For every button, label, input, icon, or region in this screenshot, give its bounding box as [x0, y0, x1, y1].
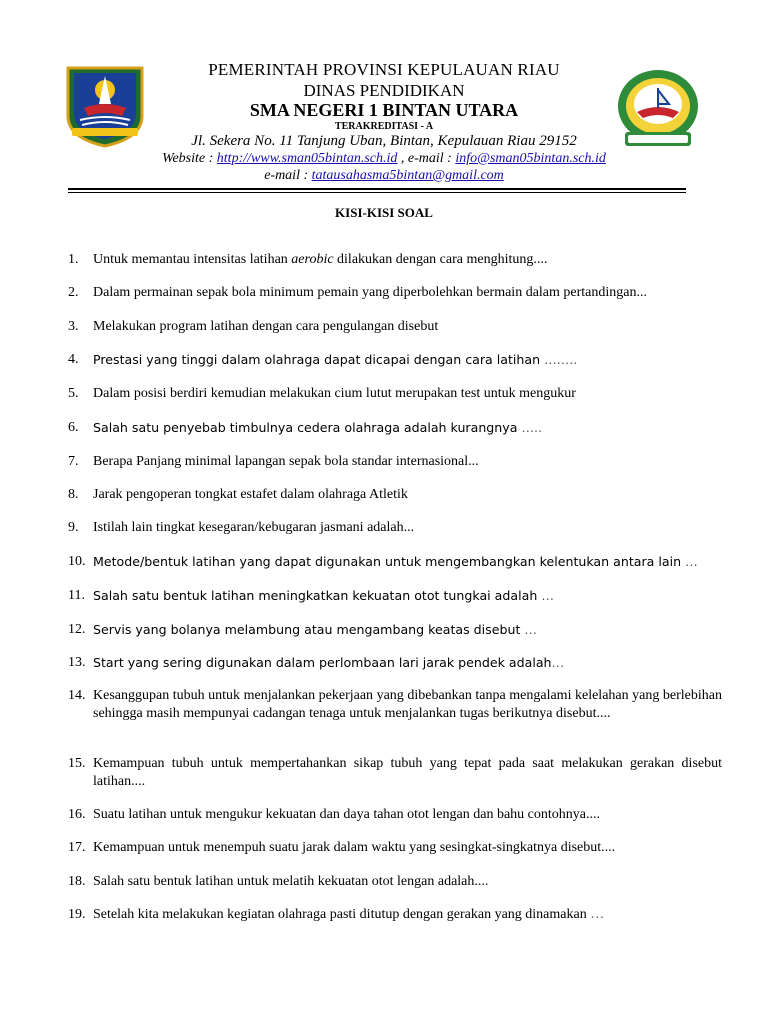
question-number: 13. [68, 655, 86, 670]
question-text: Start yang sering digunakan dalam perlombaan lari jarak pendek adalah… [93, 655, 565, 670]
question-item [68, 251, 722, 269]
question-item [68, 419, 722, 437]
question-text: Dalam permainan sepak bola minimum pemain yang diperbolehkan bermain dalam pertandingan... [93, 285, 647, 300]
question-text: Servis yang bolanya melambung atau mengambang keatas disebut … [93, 622, 537, 637]
question-text: Suatu latihan untuk mengukur kekuatan dan daya tahan otot lengan dan bahu contohnya.... [93, 807, 600, 822]
question-number: 7. [68, 454, 79, 469]
question-number: 16. [68, 807, 86, 822]
question-number: 18. [68, 874, 86, 889]
address: Jl. Sekera No. 11 Tanjung Uban, Bintan, Kepulauan Riau 29152 [191, 133, 577, 149]
question-number: 3. [68, 319, 79, 334]
question-text: Salah satu bentuk latihan meningkatkan kekuatan otot tungkai adalah … [93, 588, 554, 603]
question-number: 5. [68, 386, 79, 401]
question-item [68, 351, 722, 369]
email2-label: e-mail : [264, 168, 312, 183]
question-text: Salah satu penyebab timbulnya cedera olahraga adalah kurangnya ….. [93, 420, 543, 435]
question-item [68, 587, 722, 605]
accreditation: TERAKREDITASI - A [334, 121, 434, 132]
question-number: 14. [68, 688, 86, 703]
question-number: 2. [68, 285, 79, 300]
question-item [68, 654, 722, 672]
question-number: 1. [68, 252, 79, 267]
question-text: Kemampuan tubuh untuk mempertahankan sikap tubuh yang tepat pada saat melakukan gerakan disebut latihan.... [93, 756, 722, 789]
question-number: 12. [68, 622, 86, 637]
question-item [68, 755, 722, 791]
question-text: Istilah lain tingkat kesegaran/kebugaran jasmani adalah... [93, 520, 415, 535]
question-number: 6. [68, 420, 79, 435]
question-number: 10. [68, 554, 86, 569]
question-item [68, 553, 722, 571]
question-text: Dalam posisi berdiri kemudian melakukan cium lutut merupakan test untuk mengukur [93, 386, 576, 401]
email-separator: , e-mail : [397, 151, 456, 166]
header-divider-thick [68, 188, 686, 190]
question-item [68, 453, 722, 471]
school-name: SMA NEGERI 1 BINTAN UTARA [249, 100, 519, 120]
website-label: Website : [162, 151, 217, 166]
question-text: Prestasi yang tinggi dalam olahraga dapat dicapai dengan cara latihan …….. [93, 352, 578, 367]
question-number: 11. [68, 588, 85, 603]
question-text: Melakukan program latihan dengan cara pengulangan disebut [93, 319, 439, 334]
question-item [68, 519, 722, 537]
question-text: Setelah kita melakukan kegiatan olahraga pasti ditutup dengan gerakan yang dinamakan … [93, 907, 605, 922]
government-line: PEMERINTAH PROVINSI KEPULAUAN RIAU [208, 60, 560, 79]
department-line: DINAS PENDIDIKAN [303, 81, 465, 100]
question-text: Untuk memantau intensitas latihan aerobic dilakukan dengan cara menghitung.... [93, 252, 548, 267]
question-item [68, 873, 722, 891]
header-divider-thin [68, 192, 686, 193]
question-text: Salah satu bentuk latihan untuk melatih kekuatan otot lengan adalah.... [93, 874, 489, 889]
question-text: Kesanggupan tubuh untuk menjalankan pekerjaan yang dibebankan tanpa mengalami kelelahan yang berlebihan sehingga masih mempunyai cadangan tenaga untuk menjalankan tugas berikutnya disebut.... [93, 688, 722, 721]
question-item [68, 906, 722, 924]
website-link[interactable]: http://www.sman05bintan.sch.id [216, 151, 398, 166]
question-text: Kemampuan untuk menempuh suatu jarak dalam waktu yang sesingkat-singkatnya disebut.... [93, 840, 616, 855]
question-number: 19. [68, 907, 86, 922]
question-text: Jarak pengoperan tongkat estafet dalam olahraga Atletik [93, 487, 408, 502]
question-item [68, 687, 722, 723]
email2-line [0, 168, 768, 184]
question-text: Berapa Panjang minimal lapangan sepak bola standar internasional... [93, 454, 479, 469]
question-item [68, 318, 722, 336]
question-number: 4. [68, 352, 79, 367]
question-item [68, 806, 722, 824]
question-text: Metode/bentuk latihan yang dapat digunakan untuk mengembangkan kelentukan antara lain … [93, 554, 698, 569]
question-number: 15. [68, 756, 86, 771]
question-item [68, 385, 722, 403]
question-item [68, 621, 722, 639]
question-number: 17. [68, 840, 86, 855]
email-link[interactable]: info@sman05bintan.sch.id [455, 151, 606, 166]
document-title: KISI-KISI SOAL [335, 205, 433, 220]
question-number: 9. [68, 520, 79, 535]
contact-line [0, 151, 768, 167]
email2-link[interactable]: tatausahasma5bintan@gmail.com [311, 168, 504, 183]
question-number: 8. [68, 487, 79, 502]
question-item [68, 486, 722, 504]
question-item [68, 284, 722, 302]
question-item [68, 839, 722, 857]
